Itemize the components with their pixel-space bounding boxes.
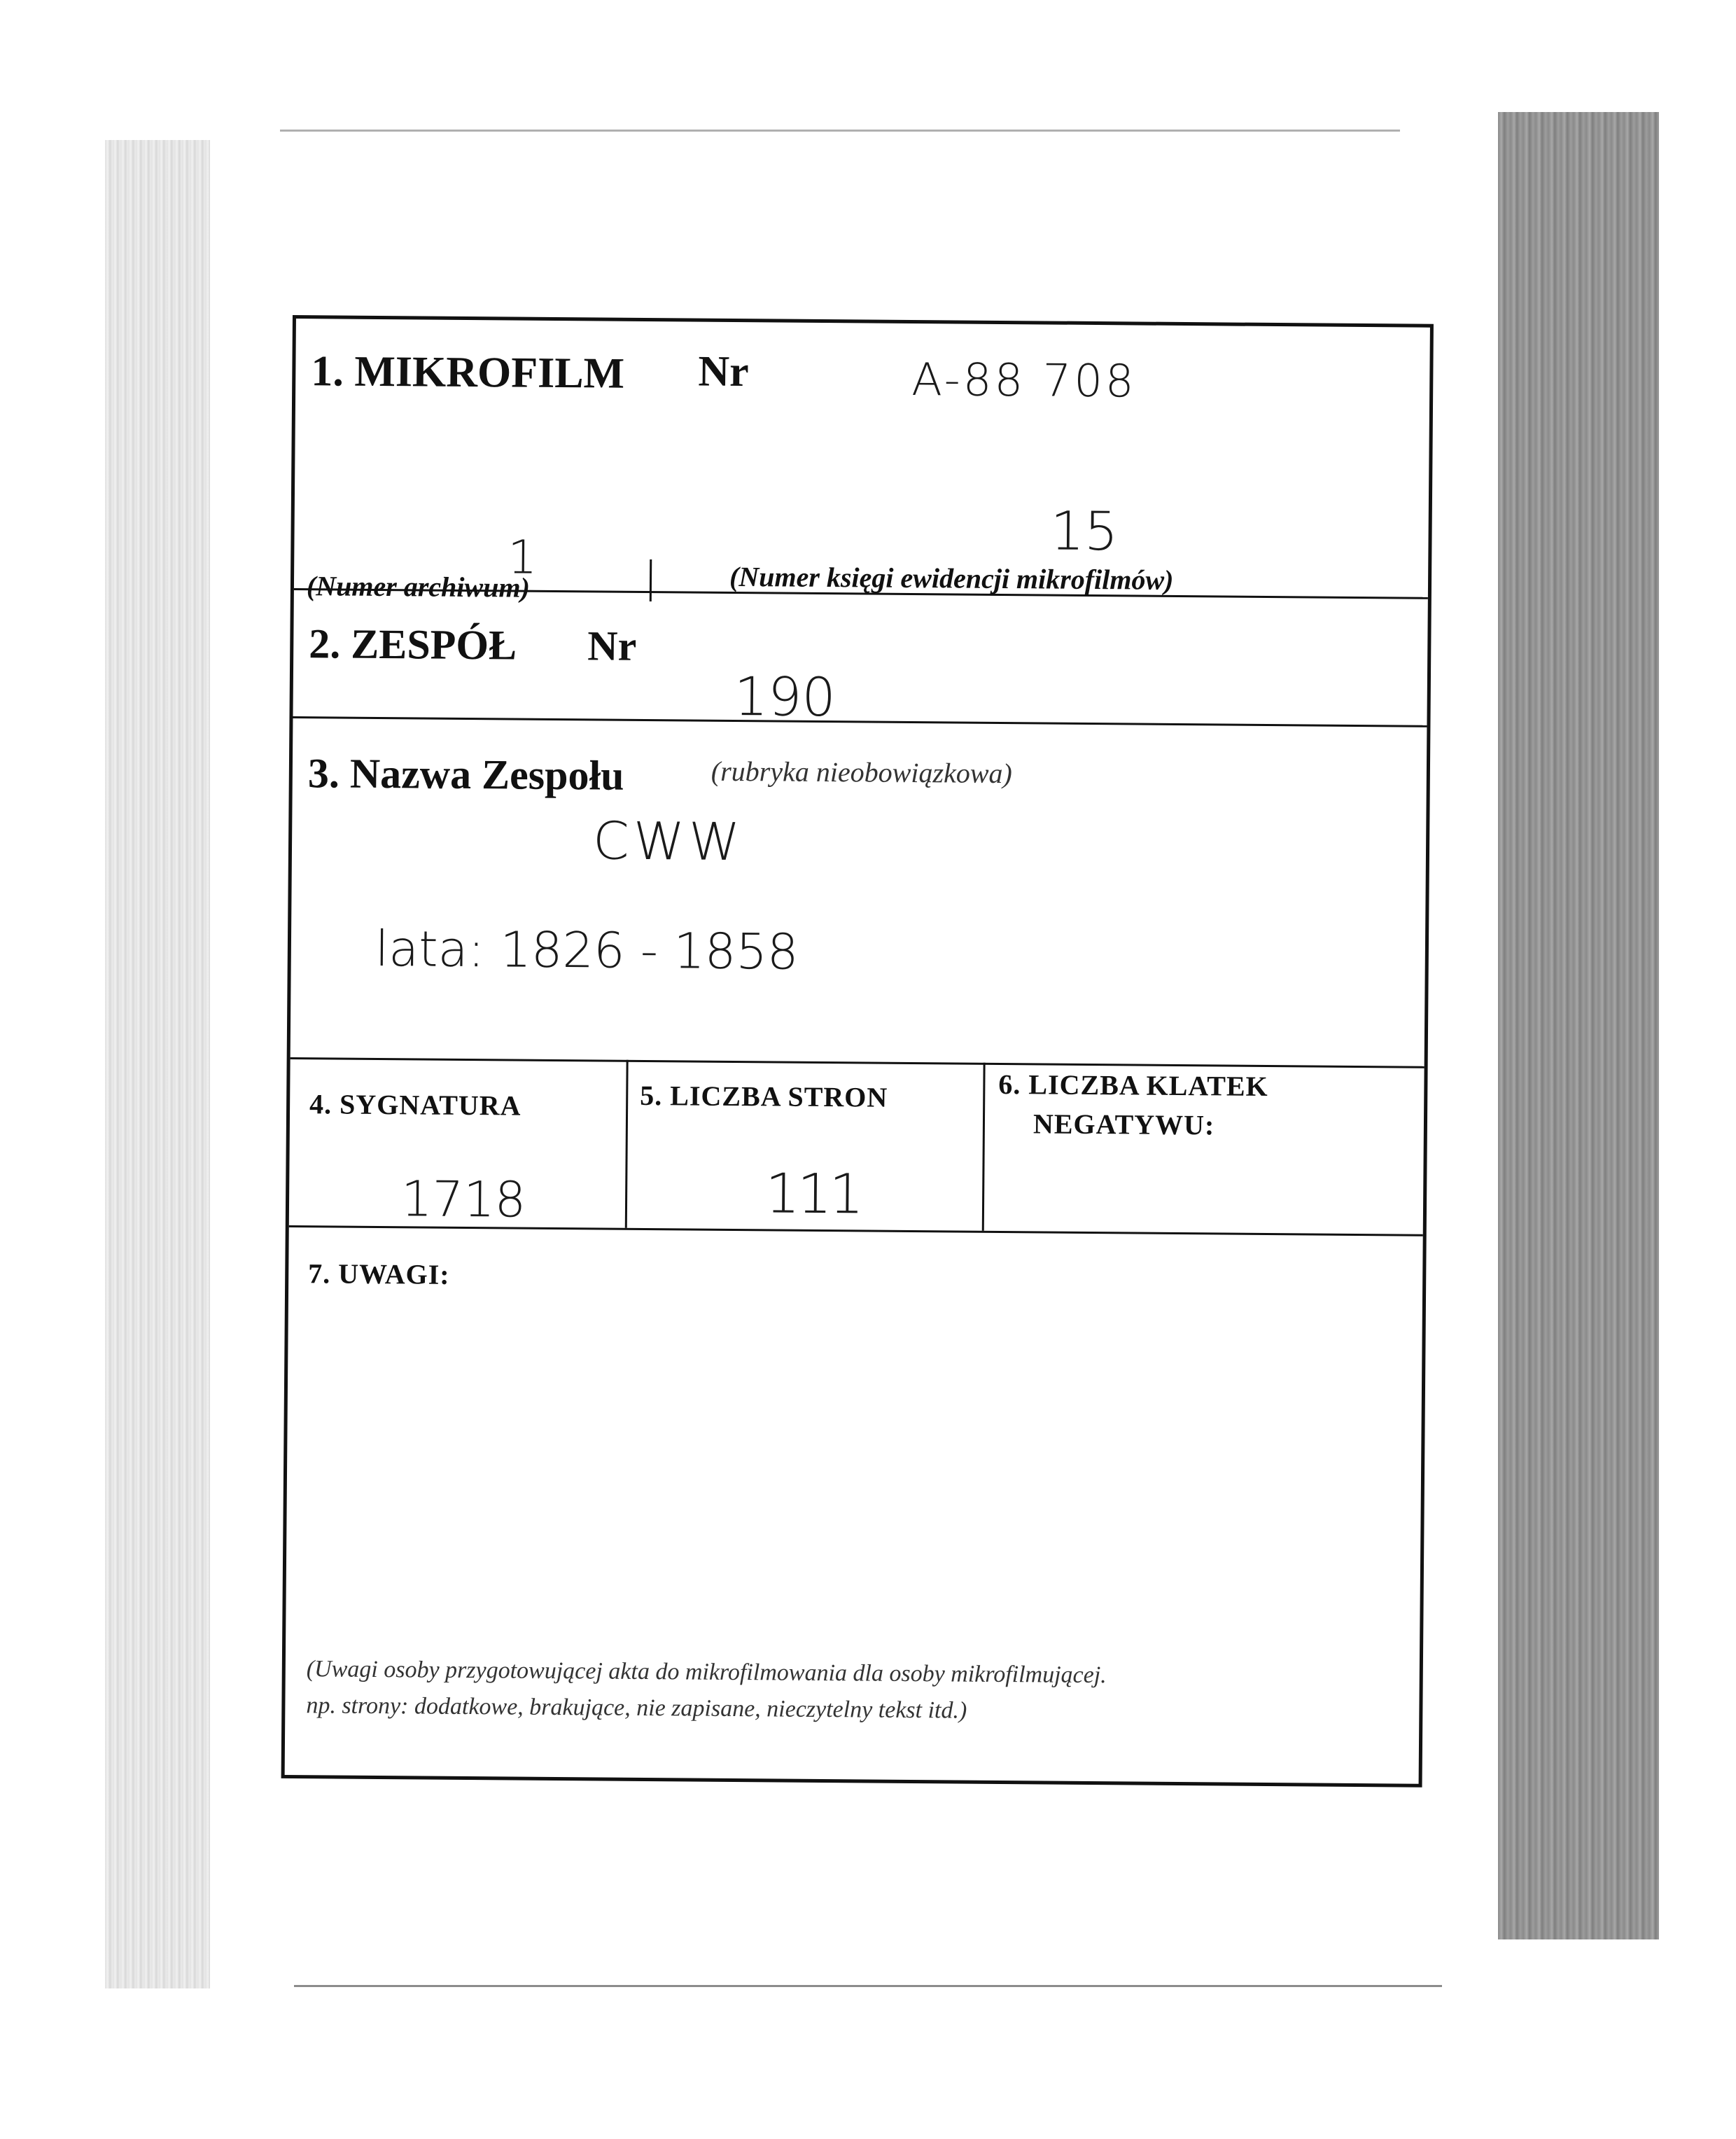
- field3-label: 3. Nazwa Zespołu: [307, 750, 624, 799]
- caption-divider: [650, 559, 652, 601]
- scan-line-top: [280, 130, 1400, 132]
- field3-note: (rubryka nieobowiązkowa): [710, 755, 1013, 790]
- fonds-years-handwritten: lata: 1826 - 1858: [374, 919, 799, 981]
- scan-line-bottom: [294, 1985, 1442, 1987]
- field6-label-line2: NEGATYWU:: [1032, 1108, 1215, 1141]
- microfilm-form: [281, 315, 1434, 1788]
- page-count-handwritten: 111: [764, 1162, 862, 1227]
- scan-edge-right: [1498, 112, 1659, 1939]
- row-divider-3: [290, 1057, 1424, 1068]
- field1-nr-label: Nr: [698, 347, 749, 396]
- archive-number-handwritten: 1: [507, 530, 538, 585]
- scan-edge-left: [105, 140, 210, 1988]
- field7-footnote-line2: np. strony: dodatkowe, brakujące, nie zapisane, nieczytelny tekst itd.): [306, 1692, 967, 1724]
- archive-number-caption: (Numer archiwum): [306, 570, 531, 604]
- field7-footnote-line1: (Uwagi osoby przygotowującej akta do mikrofilmowania dla osoby mikrofilmującej.: [306, 1656, 1107, 1689]
- microfilm-number-handwritten: A-88 708: [911, 354, 1137, 408]
- col-divider-1: [625, 1060, 629, 1228]
- field6-label-line1: 6. LICZBA KLATEK: [998, 1068, 1268, 1102]
- register-number-caption: (Numer księgi ewidencji mikrofilmów): [729, 560, 1174, 596]
- field4-label: 4. SYGNATURA: [309, 1088, 522, 1122]
- field1-label: 1. MIKROFILM: [311, 347, 625, 398]
- field7-label: 7. UWAGI:: [308, 1257, 450, 1290]
- field2-nr-label: Nr: [587, 622, 637, 669]
- register-number-handwritten: 15: [1050, 499, 1119, 563]
- signature-number-handwritten: 1718: [400, 1170, 526, 1229]
- col-divider-2: [982, 1063, 986, 1231]
- row-divider-4: [289, 1225, 1423, 1236]
- row-divider-2: [293, 716, 1427, 727]
- field5-label: 5. LICZBA STRON: [640, 1079, 888, 1113]
- fonds-number-handwritten: 190: [734, 664, 836, 729]
- field2-label: 2. ZESPÓŁ: [309, 620, 517, 669]
- fonds-name-handwritten: CWW: [592, 811, 745, 873]
